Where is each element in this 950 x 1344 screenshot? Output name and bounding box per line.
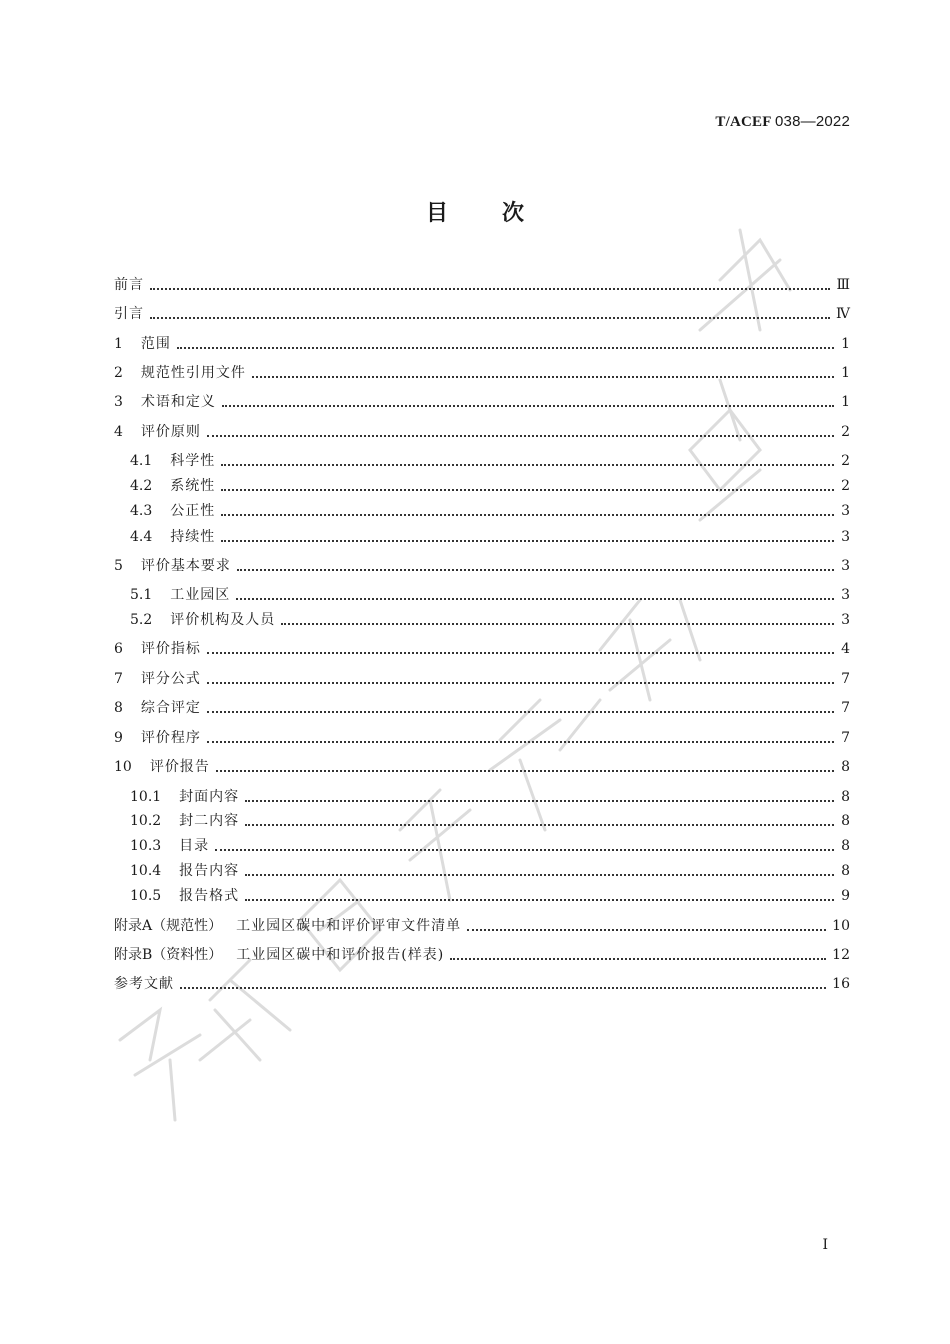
toc-entry-label: 公正性 (170, 503, 216, 519)
toc-entry-number: 4.2 (130, 478, 153, 494)
toc-entry[interactable] (114, 915, 850, 937)
toc-entry-label: 评价指标 (140, 641, 201, 657)
toc-entry-page: 16 (832, 976, 850, 992)
toc-entry-page: 7 (841, 671, 850, 687)
toc-entry-page: 3 (841, 587, 850, 603)
toc-entry-page: 7 (841, 730, 850, 746)
toc-entry-label: 综合评定 (140, 700, 201, 716)
toc-entry-number: 6 (114, 641, 123, 657)
toc-entry-page: 7 (841, 700, 850, 716)
toc-entry-page: Ⅲ (836, 277, 850, 293)
standard-prefix: T/ACEF (715, 114, 772, 130)
toc-entry-page: 1 (841, 394, 850, 410)
toc-entry-label: 系统性 (170, 478, 216, 494)
toc-entry-label: 封面内容 (179, 789, 240, 805)
toc-dot-leader (221, 513, 834, 516)
toc-entry-label: 工业园区碳中和评价评审文件清单 (236, 918, 462, 934)
toc-entry-label: 评价程序 (140, 730, 201, 746)
page-title: 目次 (425, 201, 578, 226)
toc-entry-page: 1 (841, 336, 850, 352)
toc-entry-label: 评分公式 (140, 671, 201, 687)
toc-dot-leader (245, 823, 834, 826)
table-of-contents (114, 0, 850, 1000)
toc-entry[interactable] (130, 609, 850, 631)
standard-number: 038—2022 (775, 113, 850, 130)
toc-entry[interactable] (114, 668, 850, 690)
toc-entry-number: 10.5 (130, 888, 162, 904)
toc-dot-leader (237, 568, 834, 571)
toc-entry-page: 1 (841, 365, 850, 381)
toc-entry[interactable] (114, 697, 850, 719)
toc-entry-label: 评价原则 (140, 424, 201, 440)
toc-entry[interactable] (114, 333, 850, 355)
toc-entry-page: 12 (832, 947, 850, 963)
toc-entry-label: 评价基本要求 (140, 558, 231, 574)
toc-dot-leader (467, 928, 826, 931)
toc-dot-leader (236, 597, 834, 600)
toc-dot-leader (245, 873, 834, 876)
toc-entry-number: 3 (114, 394, 123, 410)
toc-entry[interactable] (130, 860, 850, 882)
toc-entry[interactable] (114, 303, 850, 325)
toc-entry-number: 10.2 (130, 813, 162, 829)
toc-dot-leader (177, 346, 834, 349)
toc-entry-page: 3 (841, 529, 850, 545)
toc-entry-label: 报告格式 (179, 888, 240, 904)
toc-entry[interactable] (130, 500, 850, 522)
toc-dot-leader (150, 287, 830, 290)
toc-entry-label: 封二内容 (179, 813, 240, 829)
toc-entry[interactable] (114, 362, 850, 384)
toc-entry[interactable] (114, 944, 850, 966)
toc-entry[interactable] (114, 391, 850, 413)
toc-entry-page: 2 (841, 453, 850, 469)
toc-entry-number: 2 (114, 365, 123, 381)
toc-entry-label: 规范性引用文件 (140, 365, 246, 381)
toc-entry-label: 持续性 (170, 529, 216, 545)
toc-entry-label: 目录 (179, 838, 210, 854)
toc-dot-leader (450, 957, 826, 960)
toc-entry-label: 前言 (114, 277, 144, 293)
toc-entry-number: 8 (114, 700, 123, 716)
toc-entry[interactable] (130, 835, 850, 857)
toc-entry-page: 9 (841, 888, 850, 904)
toc-entry-page: 10 (832, 918, 850, 934)
toc-dot-leader (216, 769, 834, 772)
toc-entry-label: 工业园区碳中和评价报告(样表) (236, 947, 445, 963)
toc-entry-label: 参考文献 (114, 976, 174, 992)
toc-entry-number: 10 (114, 759, 132, 775)
toc-entry-label: 范围 (140, 336, 171, 352)
toc-entry-page: Ⅳ (836, 306, 850, 322)
toc-dot-leader (207, 434, 834, 437)
toc-dot-leader (222, 404, 834, 407)
toc-dot-leader (207, 740, 834, 743)
toc-entry-label: 术语和定义 (140, 394, 216, 410)
toc-dot-leader (215, 848, 834, 851)
toc-entry-page: 8 (841, 789, 850, 805)
toc-entry-label: 引言 (114, 306, 144, 322)
toc-entry[interactable] (130, 584, 850, 606)
toc-entry-number: 10.1 (130, 789, 162, 805)
toc-entry-page: 8 (841, 759, 850, 775)
toc-entry[interactable] (130, 810, 850, 832)
toc-entry[interactable] (114, 638, 850, 660)
toc-entry-number: 9 (114, 730, 123, 746)
toc-entry-page: 2 (841, 478, 850, 494)
toc-entry-number: 10.4 (130, 863, 162, 879)
toc-dot-leader (207, 710, 834, 713)
toc-entry-page: 8 (841, 838, 850, 854)
toc-entry-page: 3 (841, 503, 850, 519)
toc-entry-page: 3 (841, 558, 850, 574)
page-number: Ⅰ (822, 1237, 828, 1253)
toc-entry-number: 4 (114, 424, 123, 440)
toc-entry-number: 4.3 (130, 503, 153, 519)
toc-entry[interactable] (114, 756, 850, 778)
toc-entry[interactable] (130, 526, 850, 548)
toc-dot-leader (221, 539, 834, 542)
toc-dot-leader (252, 375, 834, 378)
toc-entry-number: 附录A（规范性） (114, 918, 223, 934)
toc-entry-number: 5.1 (130, 587, 153, 603)
toc-dot-leader (207, 651, 834, 654)
toc-entry[interactable] (114, 973, 850, 995)
toc-entry-label: 科学性 (170, 453, 216, 469)
toc-entry-page: 4 (841, 641, 850, 657)
toc-dot-leader (180, 986, 826, 989)
toc-entry-page: 8 (841, 863, 850, 879)
toc-entry-number: 4.1 (130, 453, 153, 469)
toc-entry[interactable] (114, 727, 850, 749)
toc-entry-page: 2 (841, 424, 850, 440)
toc-entry-number: 10.3 (130, 838, 162, 854)
toc-entry-label: 评价机构及人员 (170, 612, 276, 628)
toc-entry-number: 5.2 (130, 612, 153, 628)
toc-entry[interactable] (130, 475, 850, 497)
toc-entry-page: 8 (841, 813, 850, 829)
toc-dot-leader (245, 799, 834, 802)
toc-entry-label: 报告内容 (179, 863, 240, 879)
toc-dot-leader (207, 681, 834, 684)
toc-dot-leader (221, 488, 834, 491)
toc-dot-leader (221, 463, 834, 466)
toc-entry-number: 附录B（资料性） (114, 947, 223, 963)
toc-entry[interactable] (114, 274, 850, 296)
toc-entry[interactable] (114, 421, 850, 443)
toc-entry-number: 5 (114, 558, 123, 574)
toc-entry[interactable] (130, 786, 850, 808)
toc-entry-page: 3 (841, 612, 850, 628)
toc-entry-label: 评价报告 (149, 759, 210, 775)
toc-dot-leader (245, 898, 834, 901)
toc-entry-label: 工业园区 (170, 587, 231, 603)
toc-entry-number: 4.4 (130, 529, 153, 545)
toc-entry-number: 1 (114, 336, 123, 352)
toc-entry-number: 7 (114, 671, 123, 687)
toc-entry[interactable] (130, 885, 850, 907)
toc-entry[interactable] (130, 450, 850, 472)
toc-dot-leader (281, 622, 834, 625)
toc-entry[interactable] (114, 555, 850, 577)
toc-dot-leader (150, 316, 830, 319)
